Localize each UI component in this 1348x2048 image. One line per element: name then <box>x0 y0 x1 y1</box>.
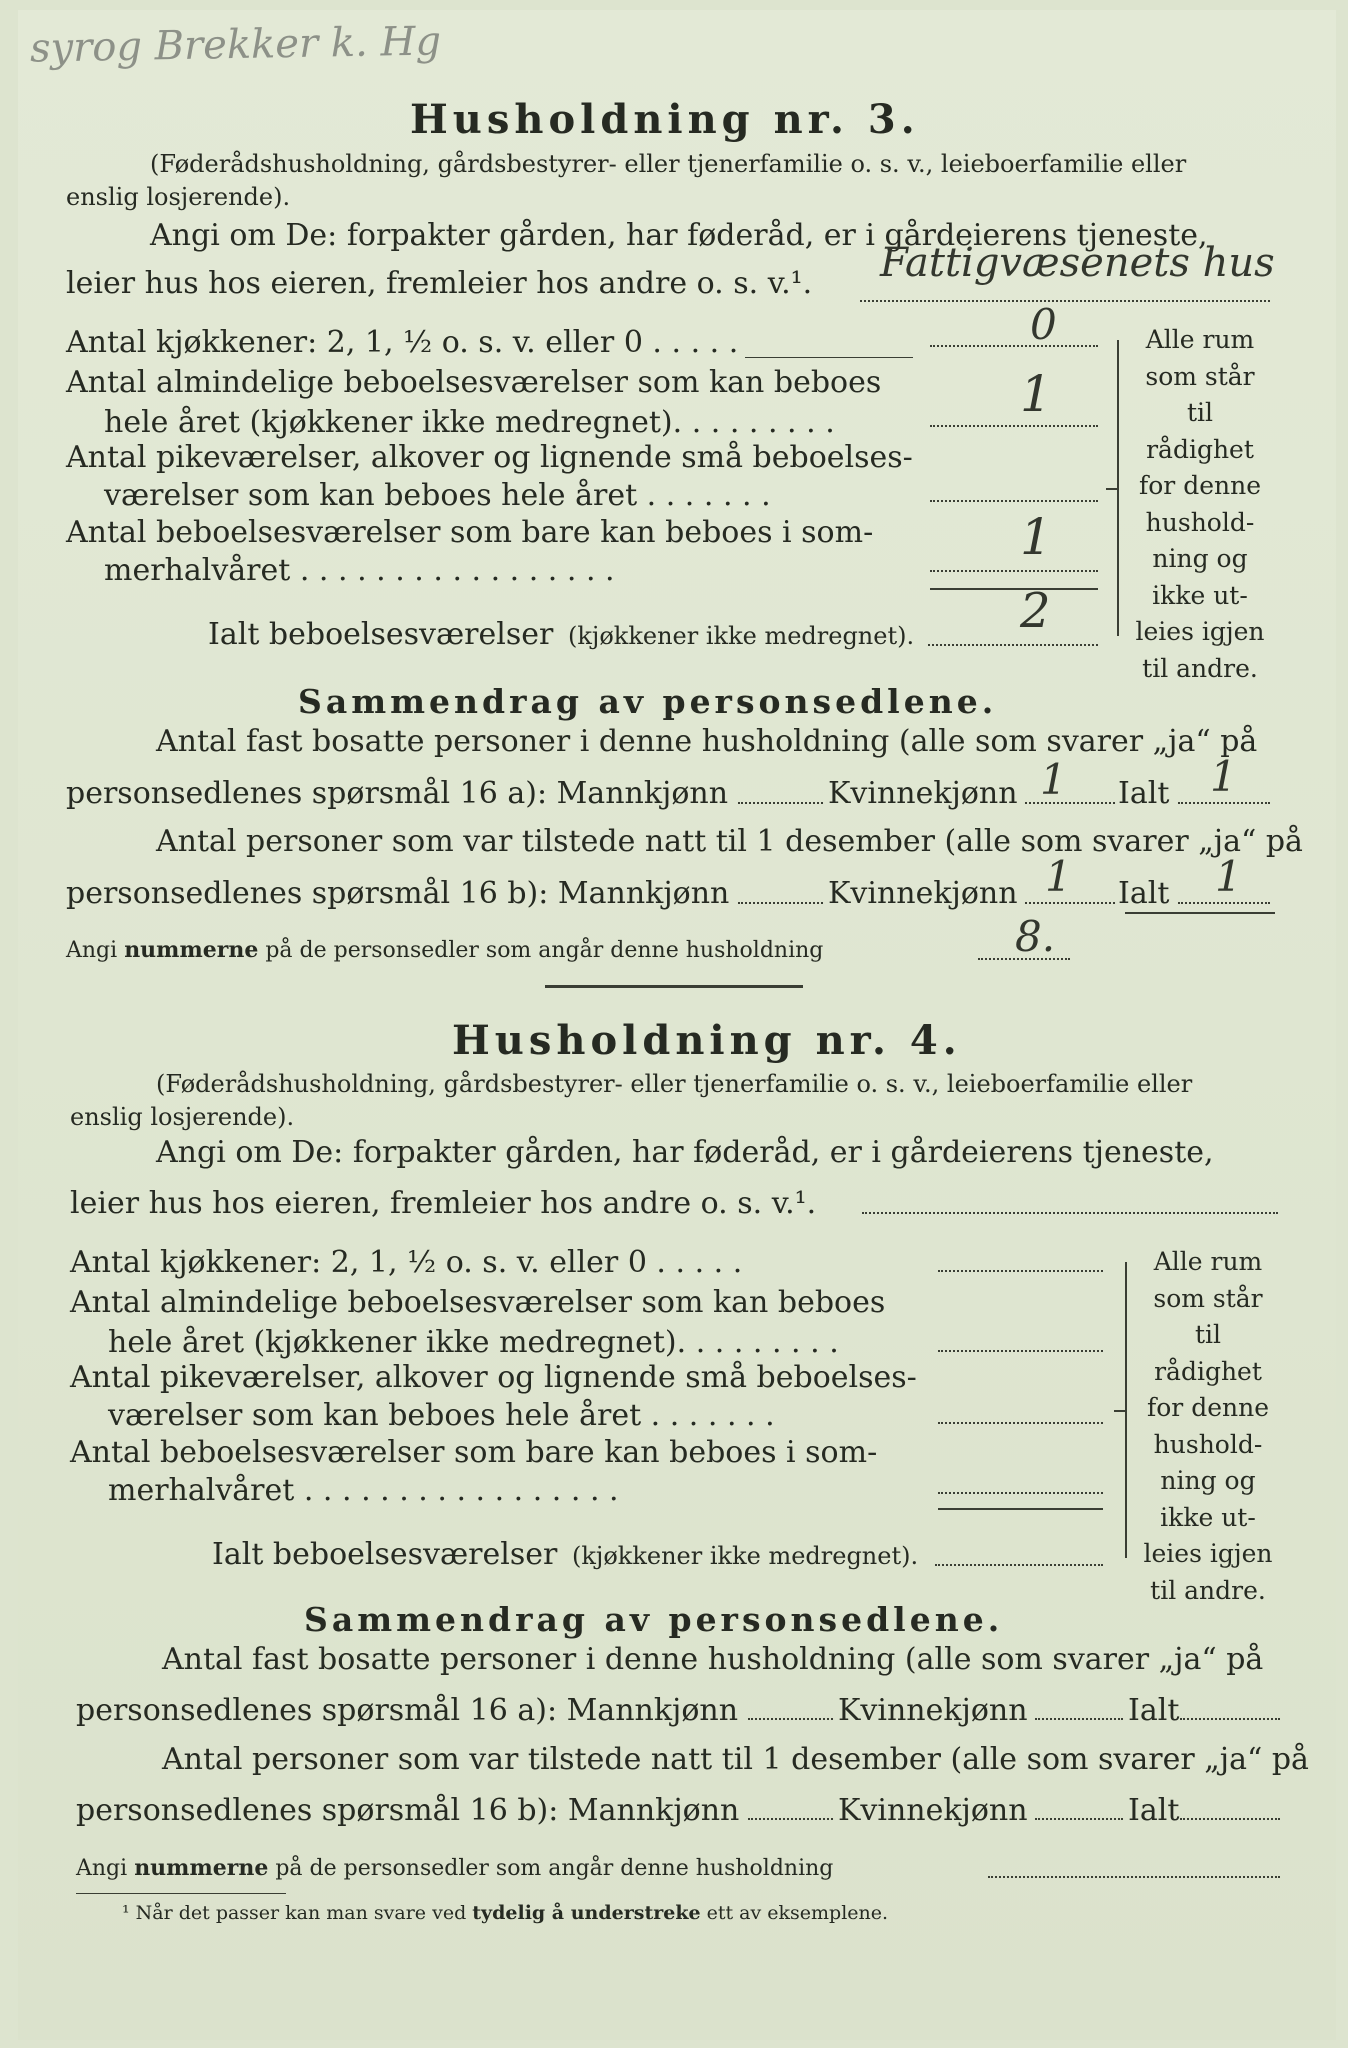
household-3-angi-field-line <box>860 300 1270 302</box>
household-3-intro-2: enslig losjerende). <box>66 183 291 211</box>
household-4-resident-k-line <box>1035 1718 1123 1720</box>
household-3-kitchens: Antal kjøkkener: 2, 1, ½ o. s. v. eller 0 . . . . . <box>66 325 739 360</box>
household-4-maid-line <box>938 1422 1103 1424</box>
numbers-label-b: nummerne <box>134 1855 269 1881</box>
household-4-total-label: Ialt beboelsesværelser <box>212 1537 558 1572</box>
numbers-label-a: Angi <box>66 938 118 963</box>
household-4-present-2: personsedlenes spørsmål 16 b): Mannkjønn <box>76 1793 740 1828</box>
household-3-rule-a <box>745 357 913 358</box>
household-3-maid-1: Antal pikeværelser, alkover og lignende små beboelses- <box>66 440 913 475</box>
household-3-summer-2: merhalvåret . . . . . . . . . . . . . . . . . <box>104 553 615 588</box>
household-3-total-label: Ialt beboelsesværelser <box>208 617 554 652</box>
household-3-ordinary-1: Antal almindelige beboelsesværelser som kan beboes <box>66 365 882 400</box>
household-3-angi-1: Angi om De: forpakter gården, har føderåd, er i gårdeierens tjeneste, <box>150 218 1208 253</box>
household-4-present-1: Antal personer som var tilstede natt til 1 desember (alle som svarer „ja“ på <box>162 1742 1309 1777</box>
household-3-ordinary-answer: 1 <box>1020 365 1052 423</box>
household-4-present-m-line <box>748 1818 833 1820</box>
household-3-resident-i-answer: 1 <box>1210 752 1237 801</box>
household-4-ordinary-1: Antal almindelige beboelsesværelser som kan beboes <box>70 1285 886 1320</box>
household-4-sum-rule <box>938 1508 1103 1510</box>
section-divider <box>545 985 803 988</box>
household-3-brace-tip <box>1106 488 1118 490</box>
household-3-summer-line <box>930 570 1098 572</box>
household-4-resident-ialt-label: Ialt <box>1128 1693 1180 1728</box>
household-3-sum-rule <box>930 588 1098 590</box>
pencil-note: syrog Brekker k. Hg <box>29 18 442 72</box>
household-3-resident-m-line <box>738 802 823 804</box>
household-4-intro-1: (Føderådshusholdning, gårdsbestyrer- eller tjenerfamilie o. s. v., leieboerfamilie eller <box>156 1070 1193 1098</box>
household-3-resident-k-answer: 1 <box>1040 755 1067 804</box>
household-4-ordinary-line <box>938 1350 1103 1352</box>
household-4-maid-2: værelser som kan beboes hele året . . . . . . . <box>108 1398 775 1433</box>
household-3-side-note: Alle rum som står til rådighet for denne hushold-ning og ikke ut-leies igjen til andre. <box>1135 325 1265 683</box>
household-4-resident-2: personsedlenes spørsmål 16 a): Mannkjønn <box>76 1693 739 1728</box>
numbers-label-c: på de personsedler som angår denne husholdning <box>275 1856 834 1881</box>
household-4-numbers-label <box>76 1855 833 1881</box>
household-3-present-m-line <box>738 902 823 904</box>
household-4-brace <box>1125 1262 1137 1558</box>
household-4-resident-i-line <box>1180 1718 1280 1720</box>
household-3-title: Husholdning nr. 3. <box>410 96 920 143</box>
household-4-summer-2: merhalvåret . . . . . . . . . . . . . . . . . <box>108 1473 619 1508</box>
household-3-kitchens-answer: 0 <box>1030 300 1057 349</box>
household-3-resident-k-line <box>1025 802 1115 804</box>
household-4-ordinary-2: hele året (kjøkkener ikke medregnet). . . . . . . . . <box>108 1325 839 1360</box>
household-4-maid-1: Antal pikeværelser, alkover og lignende små beboelses- <box>70 1360 917 1395</box>
household-3-intro-1: (Føderådshusholdning, gårdsbestyrer- eller tjenerfamilie o. s. v., leieboerfamilie eller <box>150 150 1187 178</box>
household-3-resident-ialt-label: Ialt <box>1118 776 1170 811</box>
household-3-total-line <box>928 644 1098 646</box>
household-4-present-i-line <box>1180 1818 1280 1820</box>
footnote-text-c: ett av eksemplene. <box>706 1902 889 1924</box>
household-4-resident-m-line <box>748 1718 833 1720</box>
household-3-present-underline <box>1125 912 1275 914</box>
household-4-title: Husholdning nr. 4. <box>452 1017 962 1064</box>
household-4-angi-1: Angi om De: forpakter gården, har føderåd, er i gårdeierens tjeneste, <box>156 1135 1214 1170</box>
household-3-present-2: personsedlenes spørsmål 16 b): Mannkjønn <box>66 876 730 911</box>
household-3-present-1: Antal personer som var tilstede natt til 1 desember (alle som svarer „ja“ på <box>156 824 1303 859</box>
household-4-kitchens-line <box>938 1270 1103 1272</box>
household-3-numbers-label <box>66 937 823 963</box>
household-3-present-kvinne-label: Kvinnekjønn <box>828 876 1018 911</box>
numbers-label-a: Angi <box>76 1856 128 1881</box>
household-3-present-ialt-label: Ialt <box>1118 876 1170 911</box>
household-3-present-i-line <box>1178 902 1270 904</box>
household-4-total-line <box>935 1564 1103 1566</box>
household-4-numbers-line <box>988 1876 1280 1878</box>
household-3-brace <box>1117 340 1129 636</box>
household-3-total-note: (kjøkkener ikke medregnet). <box>568 622 915 650</box>
household-3-numbers-answer: 8. <box>1015 912 1056 961</box>
household-3-present-i-answer: 1 <box>1215 852 1242 901</box>
footnote-text-b: tydelig å understreke <box>472 1902 701 1924</box>
household-3-angi-answer: Fattigvæsenets hus <box>880 240 1275 286</box>
household-4-intro-2: enslig losjerende). <box>70 1103 295 1131</box>
household-4-resident-kvinne-label: Kvinnekjønn <box>838 1693 1028 1728</box>
household-4-side-note: Alle rum som står til rådighet for denne hushold-ning og ikke ut-leies igjen til andre. <box>1143 1247 1273 1605</box>
numbers-label-c: på de personsedler som angår denne husholdning <box>265 938 824 963</box>
household-3-ordinary-line <box>930 425 1098 427</box>
household-3-resident-1: Antal fast bosatte personer i denne husholdning (alle som svarer „ja“ på <box>156 724 1258 759</box>
footnote <box>122 1902 888 1924</box>
household-3-summary-title: Sammendrag av personsedlene. <box>298 682 998 721</box>
footnote-rule <box>76 1893 286 1894</box>
household-4-present-k-line <box>1035 1818 1123 1820</box>
household-3-summer-1: Antal beboelsesværelser som bare kan beboes i som- <box>66 515 874 550</box>
household-4-summary-title: Sammendrag av personsedlene. <box>304 1600 1004 1639</box>
household-4-total-note: (kjøkkener ikke medregnet). <box>572 1542 919 1570</box>
household-4-angi-field-line <box>862 1212 1278 1214</box>
household-4-brace-tip <box>1114 1410 1126 1412</box>
footnote-text-a: ¹ Når det passer kan man svare ved <box>122 1902 467 1924</box>
household-3-maid-line <box>930 500 1098 502</box>
numbers-label-b: nummerne <box>124 937 259 963</box>
household-3-ordinary-2: hele året (kjøkkener ikke medregnet). . . . . . . . . <box>104 405 835 440</box>
household-3-resident-kvinne-label: Kvinnekjønn <box>828 776 1018 811</box>
household-4-summer-line <box>938 1492 1103 1494</box>
household-4-present-ialt-label: Ialt <box>1128 1793 1180 1828</box>
household-4-resident-1: Antal fast bosatte personer i denne husholdning (alle som svarer „ja“ på <box>162 1642 1264 1677</box>
household-3-total-answer: 2 <box>1020 583 1051 639</box>
household-3-present-k-answer: 1 <box>1045 852 1072 901</box>
household-3-present-k-line <box>1025 902 1115 904</box>
household-4-present-kvinne-label: Kvinnekjønn <box>838 1793 1028 1828</box>
household-3-angi-2: leier hus hos eieren, fremleier hos andre o. s. v.¹. <box>66 266 813 301</box>
household-3-kitchens-line <box>930 345 1098 347</box>
household-3-summer-answer: 1 <box>1020 508 1052 566</box>
household-4-summer-1: Antal beboelsesværelser som bare kan beboes i som- <box>70 1435 878 1470</box>
household-4-kitchens: Antal kjøkkener: 2, 1, ½ o. s. v. eller 0 . . . . . <box>70 1245 743 1280</box>
household-3-resident-i-line <box>1178 802 1270 804</box>
household-3-maid-2: værelser som kan beboes hele året . . . . . . . <box>104 478 771 513</box>
household-4-angi-2: leier hus hos eieren, fremleier hos andre o. s. v.¹. <box>70 1186 817 1221</box>
household-3-resident-2: personsedlenes spørsmål 16 a): Mannkjønn <box>66 776 729 811</box>
